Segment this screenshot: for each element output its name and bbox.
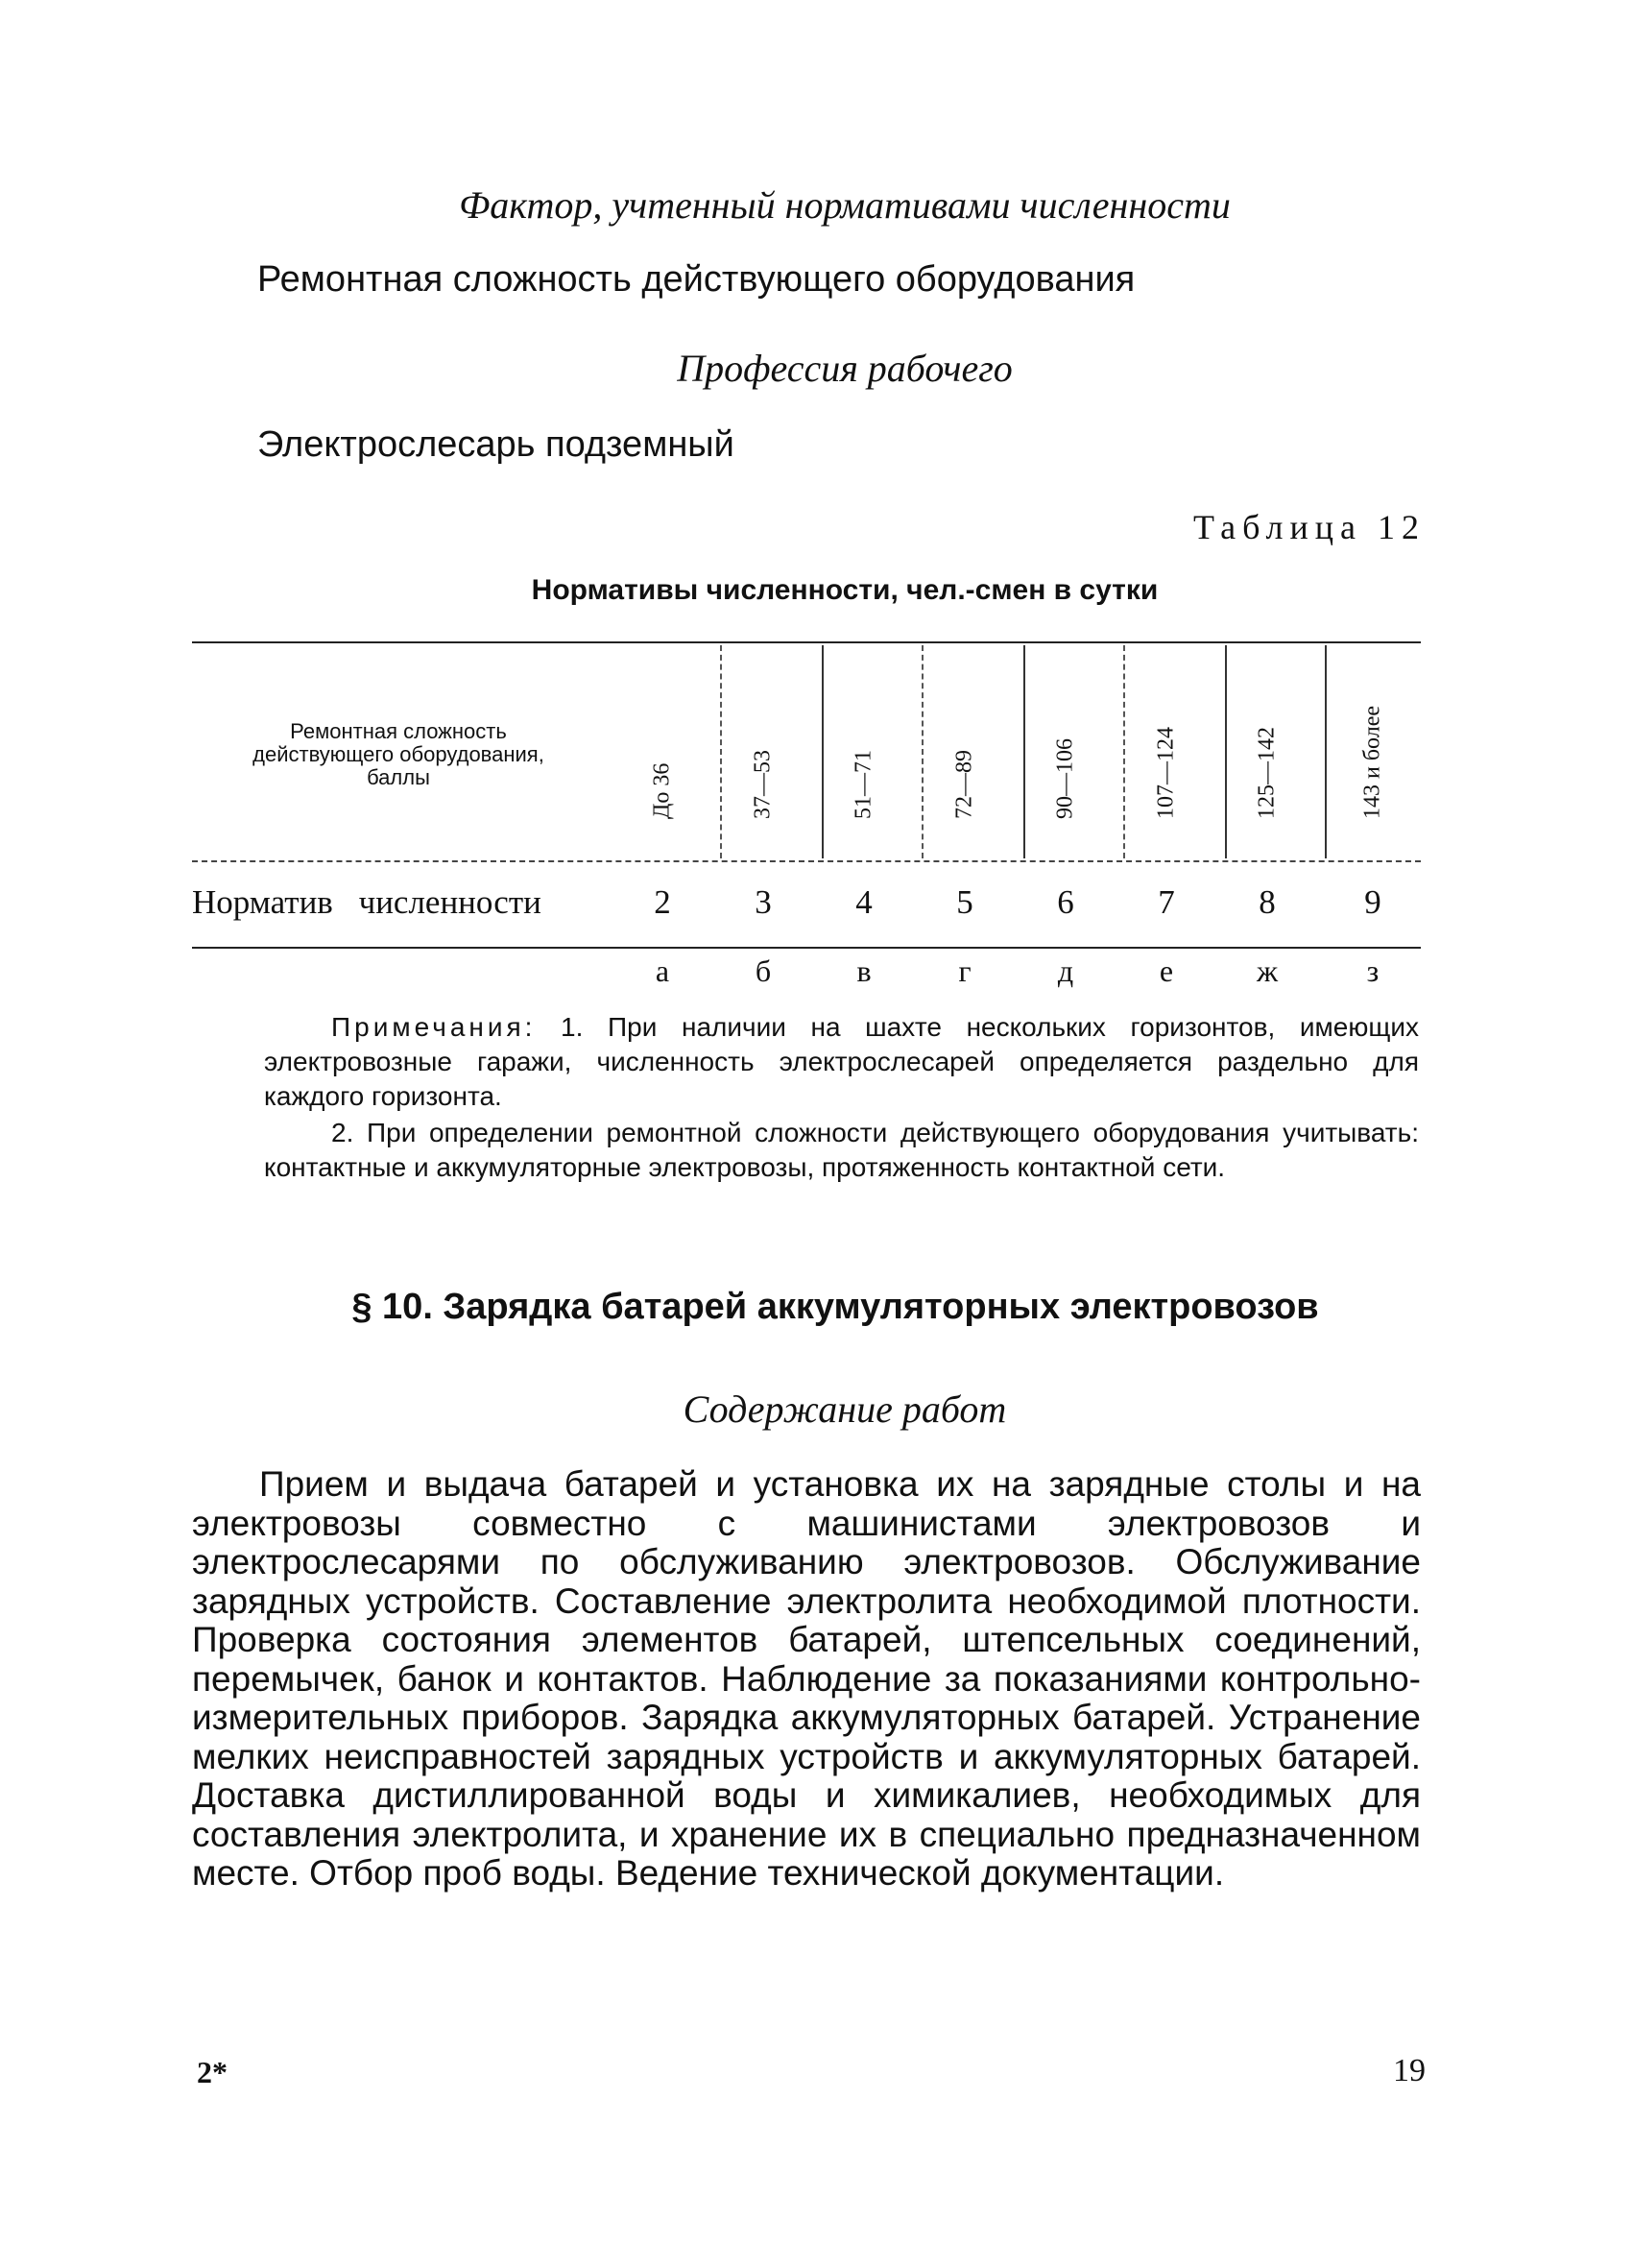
column-header: 107—124 <box>1153 727 1179 819</box>
notes-prefix: Примечания: <box>331 1012 537 1042</box>
factor-value: Ремонтная сложность действующего оборудования <box>257 259 1136 300</box>
table-header-label: Ремонтная сложность действующего оборудования, баллы <box>252 719 544 789</box>
column-header: 72—89 <box>951 750 977 819</box>
column-letter: в <box>856 953 872 988</box>
table-note-2: 2. При определении ремонтной сложности действующего оборудования учитывать: контактные и аккумуляторные электровозы, протяженность контактной сети. <box>264 1118 1419 1182</box>
table-bottom-rule <box>192 947 1421 949</box>
table-cell: 2 <box>654 883 671 921</box>
factor-heading: Фактор, учтенный нормативами численности <box>459 183 1231 227</box>
column-letter: д <box>1057 953 1074 988</box>
column-header: 143 и более <box>1359 705 1385 819</box>
table-cell: 5 <box>956 883 973 921</box>
table-cell: 9 <box>1364 883 1381 921</box>
column-header: 51—71 <box>851 750 876 819</box>
column-letter: г <box>958 953 972 988</box>
section-heading: § 10. Зарядка батарей аккумуляторных электровозов <box>351 1287 1319 1327</box>
table-cell: 4 <box>855 883 873 921</box>
column-letter: б <box>755 953 772 988</box>
content-heading: Содержание работ <box>683 1387 1007 1431</box>
table-label: Таблица 12 <box>1193 508 1426 546</box>
profession-heading: Профессия рабочего <box>677 347 1013 390</box>
table-top-rule <box>192 641 1421 643</box>
table-cell: 7 <box>1158 883 1175 921</box>
column-header: 125—142 <box>1254 727 1280 819</box>
table-cell: 8 <box>1259 883 1276 921</box>
column-letter: ж <box>1256 953 1279 988</box>
row-label: Норматив численности <box>192 883 541 921</box>
table-title: Нормативы численности, чел.-смен в сутки <box>531 574 1159 606</box>
signature-mark: 2* <box>197 2055 228 2089</box>
column-header: 90—106 <box>1052 738 1078 819</box>
note-1-text: 1. При наличии на шахте нескольких горизонтов, имеющих электровозные гаражи, численность электрослесарей определяется раздельно для каждого горизонта. <box>264 1012 1419 1111</box>
column-letter: а <box>655 953 670 988</box>
column-letter: з <box>1366 953 1380 988</box>
body-paragraph: Прием и выдача батарей и установка их на зарядные столы и на электровозы совместно с машинистами электровозов и электрослесарями по обслуживанию электровозов. Обслуживание зарядных устройств. Составление электролита необходимой плотности. Проверка состояния элементов батарей, штепсельных соединений, перемычек, банок и контактов. Наблюдение за показаниями контрольно-измерительных приборов. Зарядка аккумуляторных батарей. Устранение мелких неисправностей зарядных устройств и аккумуляторных батарей. Доставка дистиллированной воды и химикалиев, необходимых для составления электролита, и хранение их в специально предназначенном месте. Отбор проб воды. Ведение технической документации. <box>192 1464 1421 1893</box>
table-cell: 3 <box>755 883 772 921</box>
page-number: 19 <box>1393 2053 1426 2088</box>
table-header-rule <box>192 860 1421 862</box>
table-cell: 6 <box>1057 883 1074 921</box>
column-letter: е <box>1159 953 1174 988</box>
table-note-1 <box>264 1010 1419 1114</box>
column-header: До 36 <box>649 762 675 819</box>
column-header: 37—53 <box>750 750 776 819</box>
profession-value: Электрослесарь подземный <box>257 424 734 465</box>
